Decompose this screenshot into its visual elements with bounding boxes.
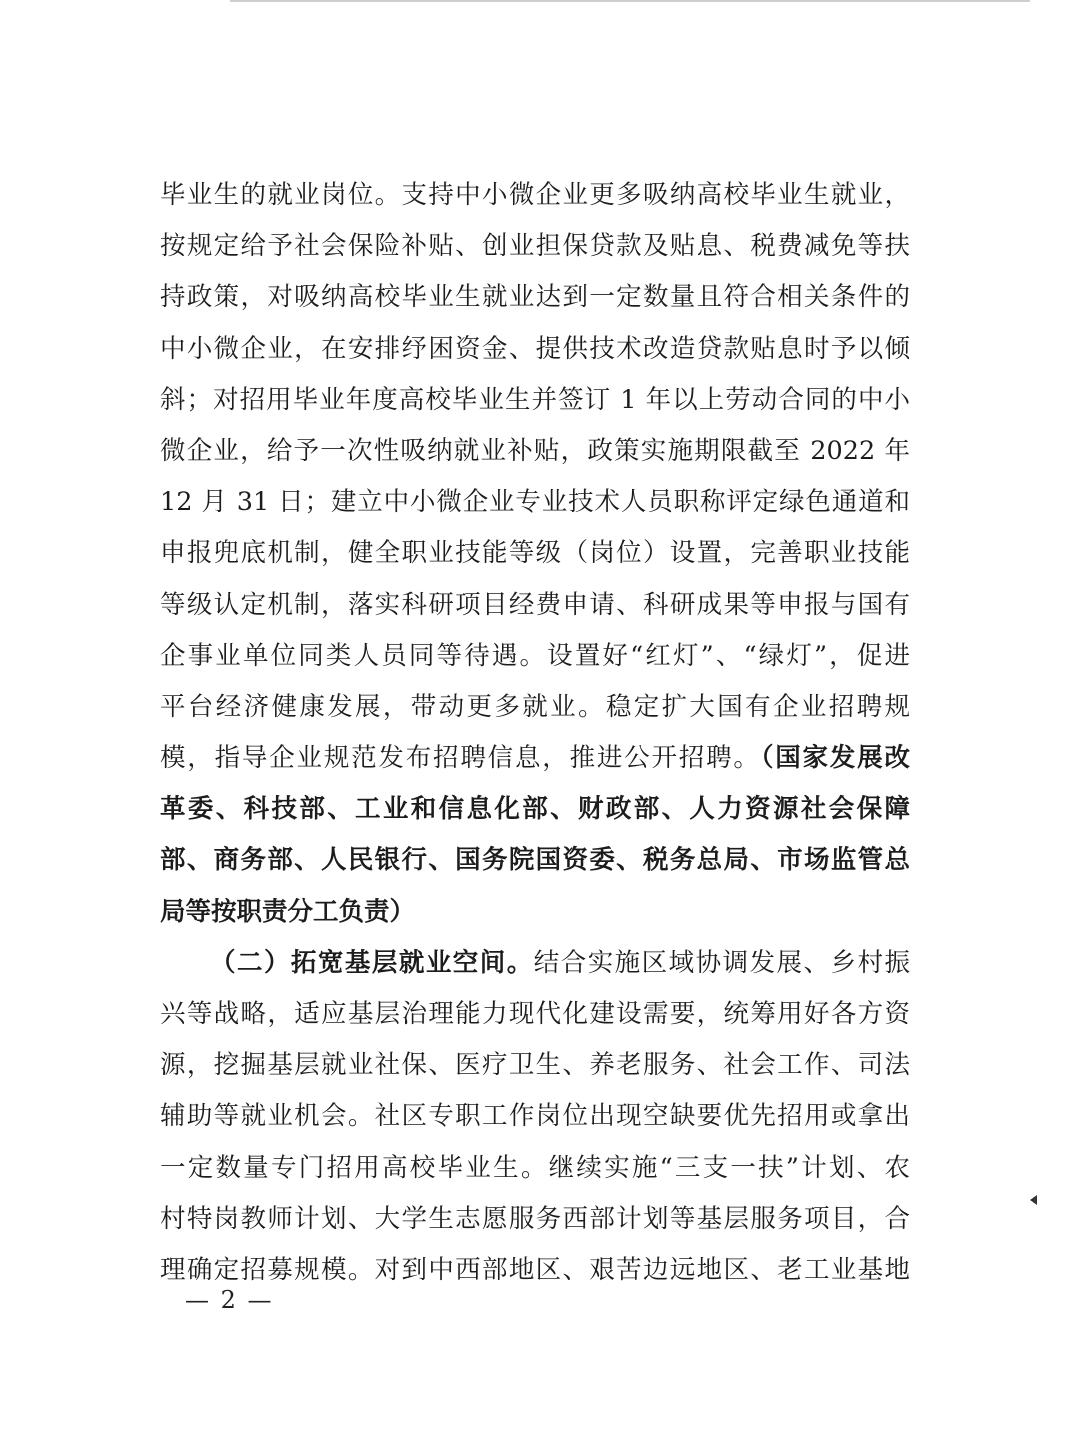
text-line: 一定数量专门招用高校毕业生。继续实施“三支一扶”计划、农 xyxy=(160,1152,910,1183)
scan-top-edge xyxy=(230,0,1030,2)
text-line: 兴等战略，适应基层治理能力现代化建设需要，统筹用好各方资 xyxy=(160,999,910,1029)
text-line: 局等按职责分工负责） xyxy=(160,896,416,927)
page-number: — 2 — xyxy=(185,1286,274,1314)
responsible-departments: （国家发展改 xyxy=(760,743,910,774)
text-line: 部、商务部、人民银行、国务院国资委、税务总局、市场监管总 xyxy=(160,845,910,876)
text-line: 平台经济健康发展，带动更多就业。稳定扩大国有企业招聘规 xyxy=(160,691,910,722)
text-segment: 模，指导企业规范发布招聘信息，推进公开招聘。 xyxy=(160,743,761,774)
section-heading-line xyxy=(160,938,910,989)
text-line: 辅助等就业机会。社区专职工作岗位出现空缺要优先招用或拿出 xyxy=(160,1101,910,1132)
text-line: 按规定给予社会保险补贴、创业担保贷款及贴息、税费减免等扶 xyxy=(160,231,910,262)
text-line: 理确定招募规模。对到中西部地区、艰苦边远地区、老工业基地 xyxy=(160,1254,910,1285)
text-line: 斜；对招用毕业年度高校毕业生并签订 1 年以上劳动合同的中小 xyxy=(160,384,910,415)
text-line: 等级认定机制，落实科研项目经费申请、科研成果等申报与国有 xyxy=(160,589,910,620)
text-line: 源，挖掘基层就业社保、医疗卫生、养老服务、社会工作、司法 xyxy=(160,1050,910,1081)
text-line: 革委、科技部、工业和信息化部、财政部、人力资源社会保障 xyxy=(160,794,910,825)
document-body xyxy=(160,170,910,1296)
text-line: 毕业生的就业岗位。支持中小微企业更多吸纳高校毕业生就业， xyxy=(160,180,910,210)
text-line: 申报兜底机制，健全职业技能等级（岗位）设置，完善职业技能 xyxy=(160,538,910,569)
section-heading: （二）拓宽基层就业空间。 xyxy=(210,947,534,978)
text-line: 微企业，给予一次性吸纳就业补贴，政策实施期限截至 2022 年 xyxy=(160,435,910,466)
text-line: 村特岗教师计划、大学生志愿服务西部计划等基层服务项目，合 xyxy=(160,1203,910,1234)
text-segment: 结合实施区域协调发展、乡村振 xyxy=(533,947,910,978)
text-line xyxy=(160,733,910,784)
text-line: 中小微企业，在安排纾困资金、提供技术改造贷款贴息时予以倾 xyxy=(160,333,910,364)
text-line: 持政策，对吸纳高校毕业生就业达到一定数量且符合相关条件的 xyxy=(160,282,910,313)
scan-mark-icon xyxy=(1030,1195,1037,1205)
text-line: 12 月 31 日；建立中小微企业专业技术人员职称评定绿色通道和 xyxy=(160,487,910,518)
text-line: 企事业单位同类人员同等待遇。设置好“红灯”、“绿灯”，促进 xyxy=(160,640,910,671)
